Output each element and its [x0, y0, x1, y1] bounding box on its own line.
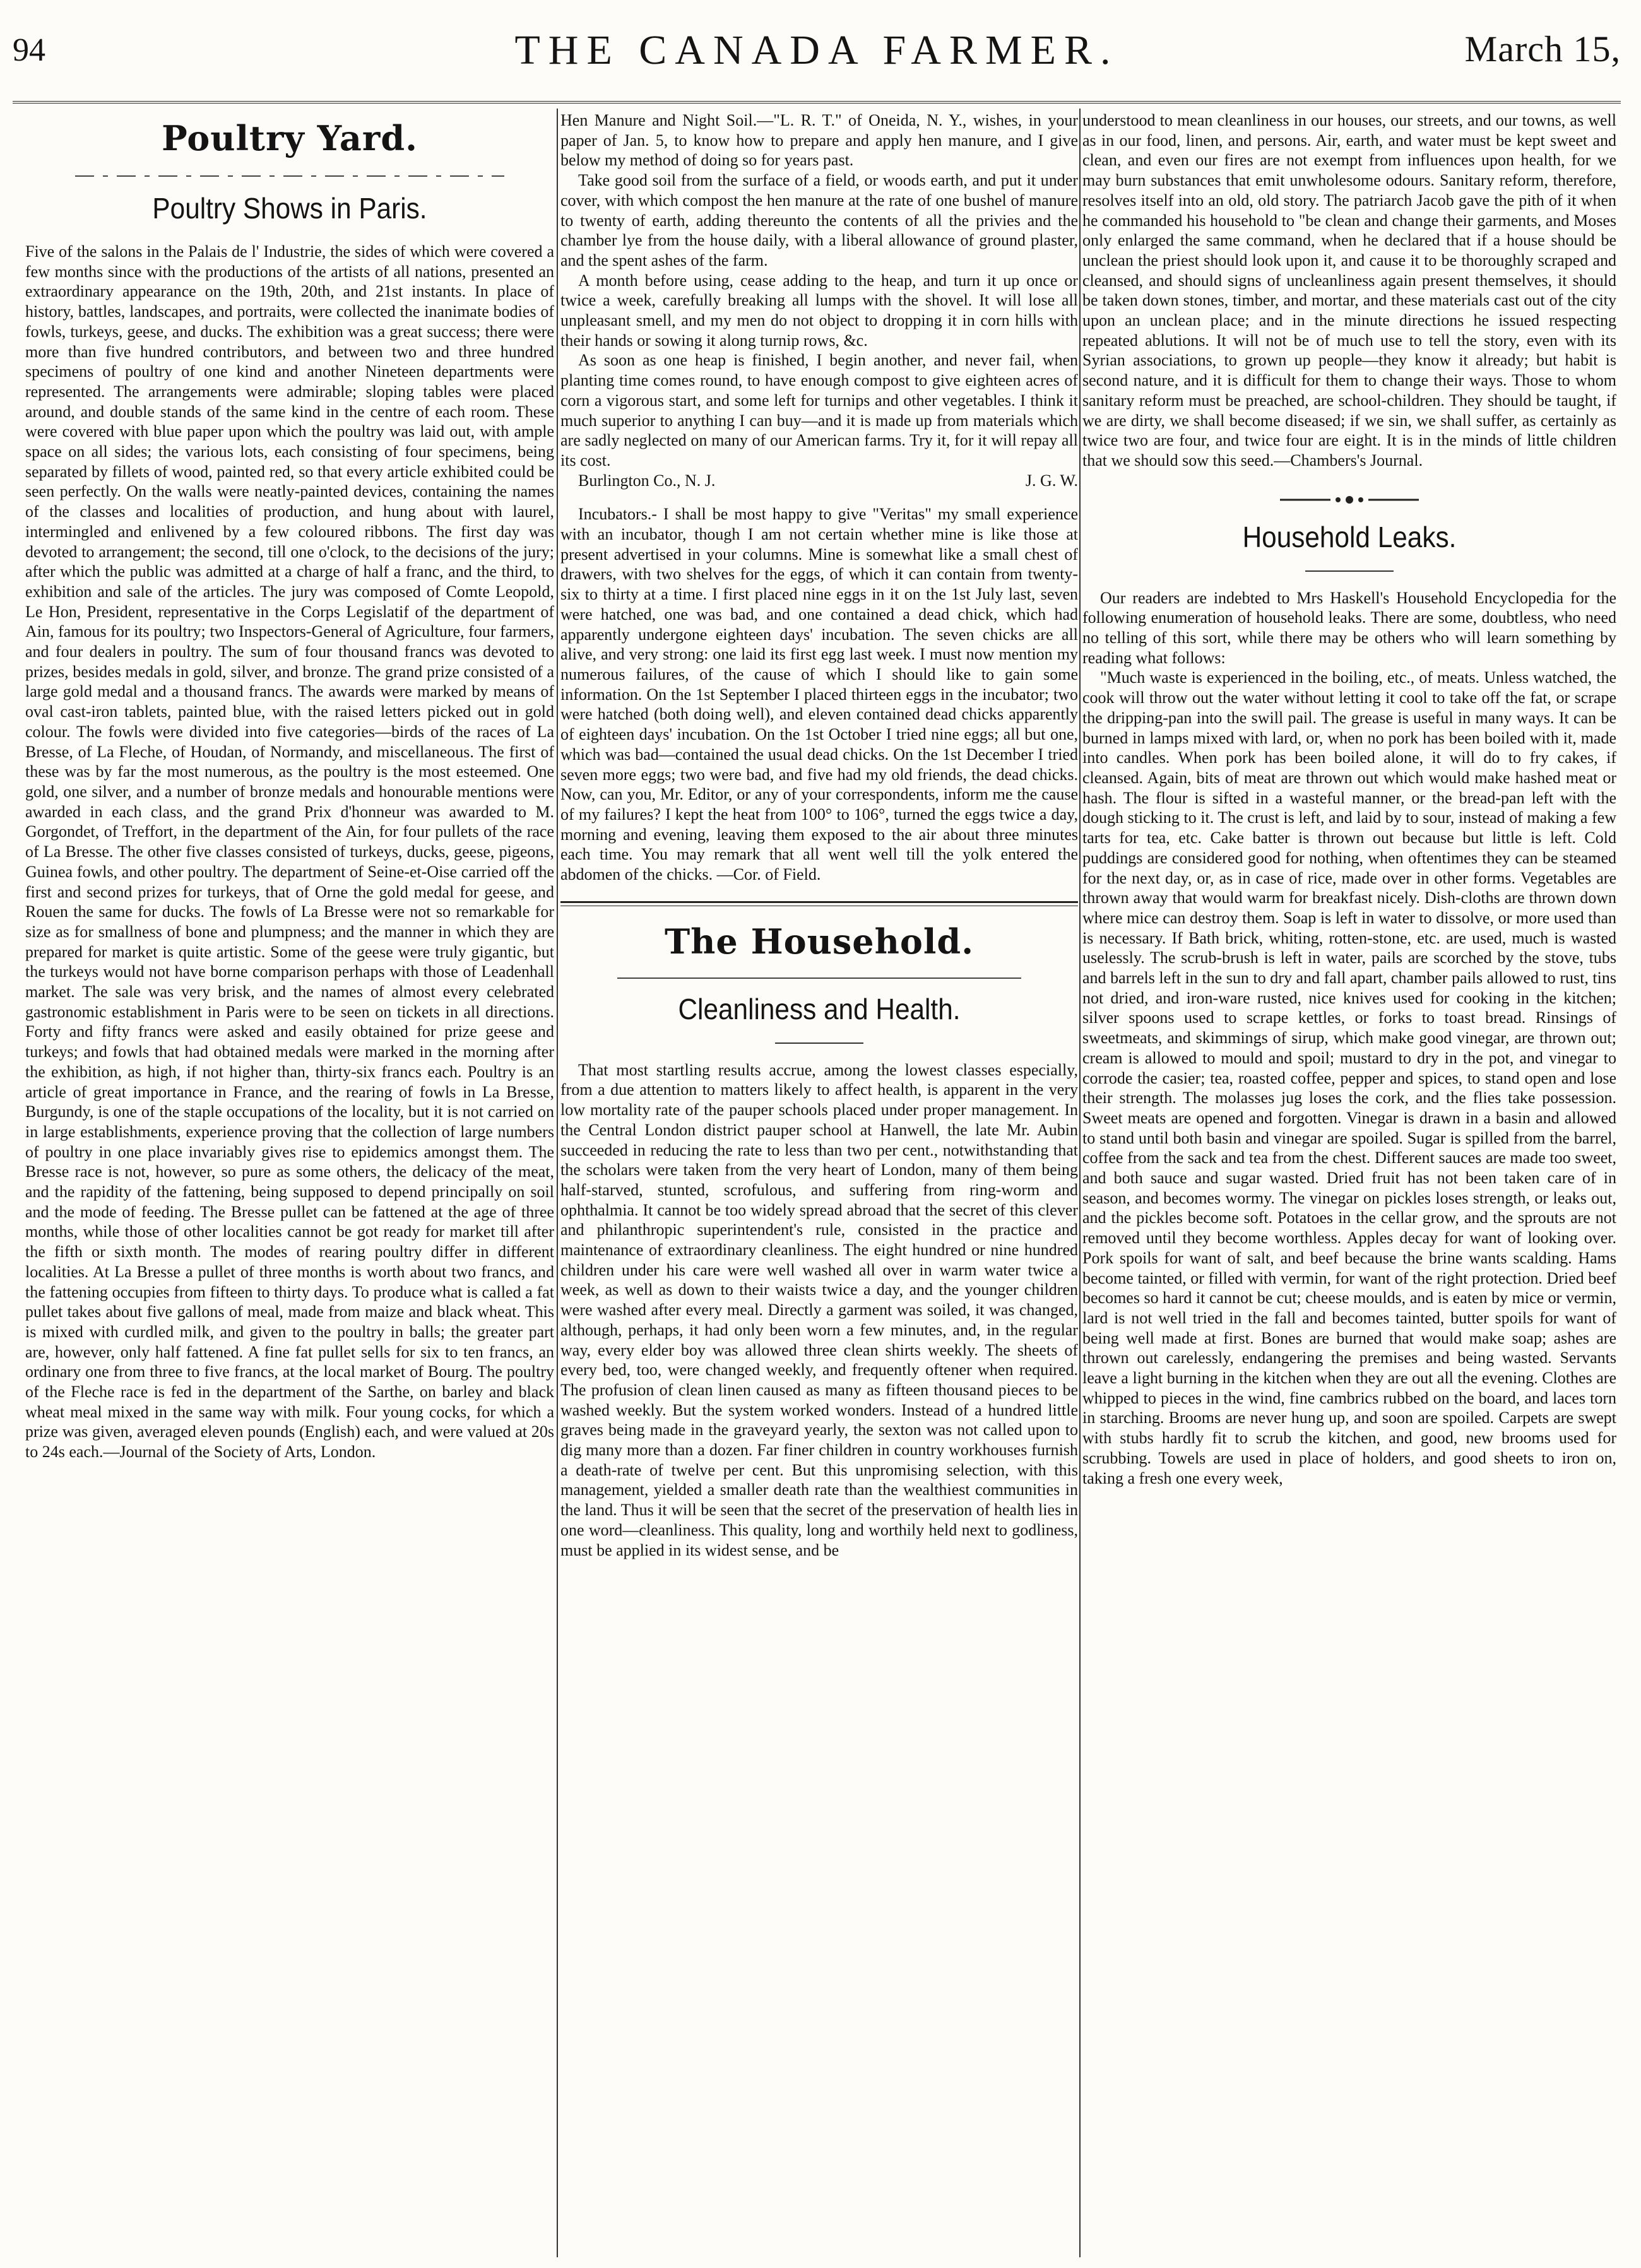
column-2: [560, 110, 1078, 2256]
issue-date: March 15,: [1464, 28, 1621, 69]
title-underline: [775, 1042, 863, 1044]
running-header: [13, 6, 1621, 101]
paragraph-incubators: Incubators.- I shall be most happy to give "Veritas" my small experience with an incubator, though I am not certain whether mine is like those at present advertised in your columns. Mine is somewhat like a small chest of drawers, with two shelves for the eggs, of which it can contain from twenty-six to thirty at a time. I first placed nine eggs in it on the 1st July last, seven were hatched, one was bad, and one contained a dead chick, which had apparently undergone eighteen days' incubation. The seven chicks are all alive, and very strong: one laid its first egg last week. I must now mention my numerous failures, of the cause of which I should like to gain some information. On the 1st September I placed thirteen eggs in the incubator; two were hatched (both doing well), and eleven contained dead chicks apparently of eighteen days' incubation. On the 1st October I tried nine eggs; all but one, which was bad—contained the usual dead chicks. On the 1st December I tried seven more eggs; two were bad, and five had my old friends, the dead chicks. Now, can you, Mr. Editor, or any of your correspondents, inform me the cause of my failures? I kept the heat from 100° to 106°, turned the eggs twice a day, morning and evening, leaving them exposed to the air about three minutes each time. You may remark that all went well till the yolk entered the abdomen of the chicks. —Cor. of Field.: [560, 505, 1078, 884]
decorative-rule: [75, 171, 504, 181]
signature-line: [560, 471, 1078, 491]
column-3: [1082, 110, 1616, 2256]
article-title-cleanliness: Cleanliness and Health.: [678, 992, 961, 1025]
page-number: 94: [13, 32, 45, 68]
section-rule: [560, 901, 1078, 906]
signature: J. G. W.: [1025, 471, 1078, 490]
paragraph-leaks-intro: Our readers are indebted to Mrs Haskell's Household Encyclopedia for the following enumeration of household leaks. There are some, doubtless, who need no telling of this sort, while there may be others who will learn something by reading what follows:: [1082, 588, 1616, 667]
header-rule: [13, 101, 1621, 103]
article-title-poultry-shows: Poultry Shows in Paris.: [152, 192, 427, 225]
paragraph-hen-manure: Hen Manure and Night Soil.—"L. R. T." of Oneida, N. Y., wishes, in your paper of Jan. 5, to know how to prepare and apply hen manure, and I give below my method of doing so for years past.: [560, 111, 1078, 170]
title-underline: [1305, 570, 1394, 572]
section-heading-poultry-yard: Poultry Yard.: [162, 118, 418, 158]
column-1: [25, 110, 554, 2256]
article-body-cleanliness: That most startling results accrue, among the lowest classes especially, from a due attention to matters likely to affect health, is apparent in the very low mortality rate of the pauper schools placed under proper management. In the Central London district pauper school at Hanwell, the late Mr. Aubin succeeded in reducing the rate to less than two per cent., notwithstanding that the scholars were taken from the very heart of London, many of them being half-starved, stunted, scrofulous, and suffering from ring-worm and ophthalmia. It cannot be too widely spread abroad that the secret of this clever and philanthropic superintendent's rule, consisted in the practice and maintenance of extraordinary cleanliness. The eight hundred or nine hundred children under his care were well washed all over in warm water twice a week, as well as down to their waists twice a day, and the younger children were washed after every meal. Directly a garment was soiled, it was changed, although, perhaps, it had only been worn a few minutes, and, in the regular way, every elder boy was allowed three clean shirts weekly. The sheets of every bed, too, were changed weekly, and frequently oftener when required. The profusion of clean linen caused as many as fifteen thousand pieces to be washed weekly. But the system worked wonders. Instead of a hundred little graves being made in the graveyard yearly, the sexton was not called upon to dig many more than a dozen. Far finer children in country workhouses furnish a death-rate of twelve per cent. But this unpromising selection, with this management, yielded a smaller death rate than the wealthiest communities in the land. Thus it will be seen that the secret of the preservation of health lies in one word—cleanliness. This quality, long and worthily held next to godliness, must be applied in its widest sense, and be: [560, 1060, 1078, 1559]
paragraph-leaks-body: "Much waste is experienced in the boiling, etc., of meats. Unless watched, the cook will throw out the water without letting it cool to take off the fat, or scrape the dripping-pan into the swill pail. The grease is useful in many ways. It can be burned in lamps mixed with lard, or, when no pork has been boiled with it, made into candles. When pork has been boiled alone, it will do to fry cakes, if cleansed. Again, bits of meat are thrown out which would make hashed meat or hash. The flour is sifted in a wasteful manner, or the bread-pan left with the dough sticking to it. The crust is left, and laid by to sour, instead of making a few tarts for tea, etc. Cake batter is thrown out because but little is left. Cold puddings are considered good for nothing, when oftentimes they can be steamed for the next day, or, as in case of rice, made over in other forms. Vegetables are thrown away that would warm for breakfast nicely. Dish-cloths are thrown down where mice can destroy them. Soap is left in water to dissolve, or more used than is necessary. If Bath brick, whiting, rotten-stone, etc. are used, much is wasted uselessly. The scrub-brush is left in water, pails are scorched by the stove, tubs and barrels left in the sun to dry and fall apart, chamber pails allowed to rust, tins not dried, and iron-ware rusted, nice knives used for cooking in the kitchen; silver spoons used to scrape kettles, or forks to toast bread. Rinsings of sweetmeats, and skimmings of sirup, which make good vinegar, are thrown out; cream is allowed to mould and spoil; mustard to dry in the pot, and vinegar to corrode the casier; tea, roasted coffee, pepper and spices, to stand open and lose their strength. The molasses jug loses the cork, and the flies take possession. Sweet meats are opened and forgotten. Vinegar is drawn in a basin and allowed to stand until both basin and vinegar are spoiled. Sugar is spilled from the barrel, coffee from the sack and tea from the chest. Different sauces are made too sweet, and both sauce and sugar wasted. Dried fruit has not been taken care of in season, and becomes wormy. The vinegar on pickles loses strength, or leaks out, and the pickles become soft. Potatoes in the cellar grow, and the sprouts are not removed until they become worthless. Apples decay for want of looking over. Pork spoils for want of salt, and beef because the brine wants scalding. Hams become tainted, or filled with vermin, for want of the right protection. Dried beef becomes so hard it cannot be cut; cheese moulds, and is eaten by mice or vermin, lard is not well tried in the fall and becomes tainted, butter spoils for want of being well made at first. Bones are burned that would make soap; ashes are thrown out carelessly, endangering the premises and being wasted. Servants leave a light burning in the kitchen when they are out all the evening. Clothes are whipped to pieces in the wind, fine cambrics rubbed on the board, and laces torn in starching. Brooms are never hung up, and soon are spoiled. Carpets are swept with stubs hardly fit to scrub the kitchen, and good, new brooms used for scrubbing. Towels are used in place of holders, and good sheets to iron on, taking a fresh one every week,: [1082, 668, 1616, 1487]
paragraph-cleanliness-continued: understood to mean cleanliness in our houses, our streets, and our towns, as well as in our food, linen, and persons. Air, earth, and water must be kept sweet and clean, and even our fires are not exempt from influences upon health, for we may burn substances that emit unwholesome odours. Sanitary reform, therefore, resolves itself into an old, old story. The patriarch Jacob gave the pith of it when he commanded his household to "be clean and change their garments, and Moses only enlarged the same command, when he declared that if a house should be unclean the priest should look upon it, and cause it to be thoroughly scraped and cleansed, and should signs of uncleanliness again present themselves, it should be taken down stones, timber, and mortar, and these materials cast out of the city upon an unclean place; and in the minute directions he issued respecting repeated ablutions. It will not be of much use to tell the story, even with its Syrian associations, to grown up people—they know it already; but habit is second nature, and it is difficult for them to change their ways. Those to whom sanitary reform must be preached, are school-children. They should be taught, if we are dirty, we shall become diseased; if we sin, we shall suffer, as certainly as twice two are four, and twice four are eight. It is in the minds of little children that we should sow this seed.—Chambers's Journal.: [1082, 111, 1616, 470]
decorative-rule: [617, 974, 1021, 982]
article-title-household-leaks: Household Leaks.: [1242, 520, 1457, 553]
publication-title: THE CANADA FARMER.: [514, 27, 1119, 73]
article-body-poultry-shows: Five of the salons in the Palais de l' Industrie, the sides of which were covered a few months since with the productions of the artists of all nations, presented an extraordinary appearance on the 19th, 20th, and 21st instants. In place of history, battles, landscapes, and portraits, were collected the inanimate bodies of fowls, turkeys, geese, and ducks. The exhibition was a great success; there were more than five hundred contributors, and between two and three hundred specimens of poultry of one kind and another Nineteen departments were represented. The arrangements were admirable; sloping tables were placed around, and double stands of the same kind in the centre of each room. These were covered with blue paper upon which the poultry was laid out, with ample space on all sides; the various lots, each consisting of four specimens, being separated by fillets of wood, painted red, so that every article exhibited could be seen perfectly. On the walls were neatly-painted devices, containing the names of the classes and localities of production, and hung about with laurel, intermingled and enlivened by a few coloured ribbons. The first day was devoted to arrangement; the second, till one o'clock, to the decisions of the jury; after which the public was admitted at a charge of half a franc, and the third, to exhibition and sale of the articles. The jury was composed of Comte Leopold, Le Hon, President, representative in the Corps Legislatif of the department of Ain, famous for its poultry; two Inspectors-General of Agriculture, four farmers, and four dealers in poultry. The sum of four thousand francs was devoted to prizes, besides medals in gold, silver, and bronze. The grand prize consisted of a large gold medal and a thousand francs. The awards were marked by means of oval cast-iron tablets, painted blue, with the raised letters picked out in gold colour. The fowls were divided into five categories—birds of the races of La Bresse, of La Fleche, of Houdan, of Normandy, and miscellaneous. The first of these was by far the most numerous, as the poultry is the most esteemed. One gold, one silver, and a number of bronze medals and honourable mentions were awarded in each class, and the grand Prix d'honneur was awarded to M. Gorgondet, of Treffort, in the department of the Ain, for four pullets of the race of La Bresse. The other five classes consisted of turkeys, ducks, geese, pigeons, Guinea fowls, and other poultry. The department of Seine-et-Oise carried off the first and second prizes for turkeys, that of Orne the gold medal for geese, and Rouen the same for ducks. The fowls of La Bresse were not so remarkable for size as for smallness of bone and plumpness; and the manner in which they are prepared for market is quite artistic. Some of the geese were truly gigantic, but the turkeys would not have borne comparison perhaps with those of Leadenhall market. The sale was very brisk, and the names of almost every celebrated gastronomic establishment in Paris were to be seen on tickets in all directions. Forty and fifty francs were asked and easily obtained for prize geese and turkeys; and fowls that had obtained medals were marked in the morning after the exhibition, as high, if not higher than, thirty-six francs each. Poultry is an article of great importance in France, and the rearing of fowls in La Bresse, Burgundy, is one of the staple occupations of the locality, but it is not carried on in large establishments, experience proving that the collection of large numbers of poultry in one place invariably gives rise to epidemics amongst them. The Bresse race is not, however, so pure as some others, the delicacy of the meat, and the rapidity of the fattening, being supposed to depend principally on soil and the mode of feeding. The Bresse pullet can be fattened at the age of three months, while those of other localities cannot be got ready for market till after the fifth or sixth month. The modes of rearing poultry differ in different localities. At La Bresse a pullet of three months is worth about two francs, and the fattening occupies from fifteen to thirty days. To produce what is called a fat pullet takes about five gallons of meal, made from maize and black wheat. This is mixed with curdled milk, and given to the poultry in balls; the greater part are, however, only half fattened. A fine fat pullet sells for six to ten francs, an ordinary one from three to five francs, at the local market of Bourg. The poultry of the Fleche race is fed in the department of the Sarthe, on barley and black wheat meal mixed in the same way with milk. Four young cocks, for which a prize was given, averaged eleven pounds (English) each, and were valued at 20s to 24s each.—Journal of the Society of Arts, London.: [25, 242, 554, 1462]
paragraph-month-before: A month before using, cease adding to the heap, and turn it up once or twice a week, carefully breaking all lumps with the shovel. It will lose all unpleasant smell, and my men do not object to dropping it in corn hills with their hands or sowing it along turnip rows, &c.: [560, 271, 1078, 350]
column-divider-1: [557, 109, 558, 2257]
ornament-divider: [1280, 493, 1419, 506]
column-divider-2: [1079, 109, 1081, 2257]
signature-place: Burlington Co., N. J.: [578, 471, 716, 490]
paragraph-soil: Take good soil from the surface of a field, or woods earth, and put it under cover, with which compost the hen manure at the rate of one bushel of manure to twenty of earth, adding thereunto the contents of all the privies and the chamber lye from the house daily, with a liberal allowance of ground plaster, and the spent ashes of the farm.: [560, 171, 1078, 269]
paragraph-heap: As soon as one heap is finished, I begin another, and never fail, when planting time comes round, to have enough compost to give eighteen acres of corn a vigorous start, and some left for turnips and other vegetables. I think it much superior to anything I can buy—and it is made up from materials which are sadly neglected on many of our American farms. Try it, for it will repay all its cost.: [560, 351, 1078, 470]
section-heading-household: The Household.: [664, 921, 974, 962]
